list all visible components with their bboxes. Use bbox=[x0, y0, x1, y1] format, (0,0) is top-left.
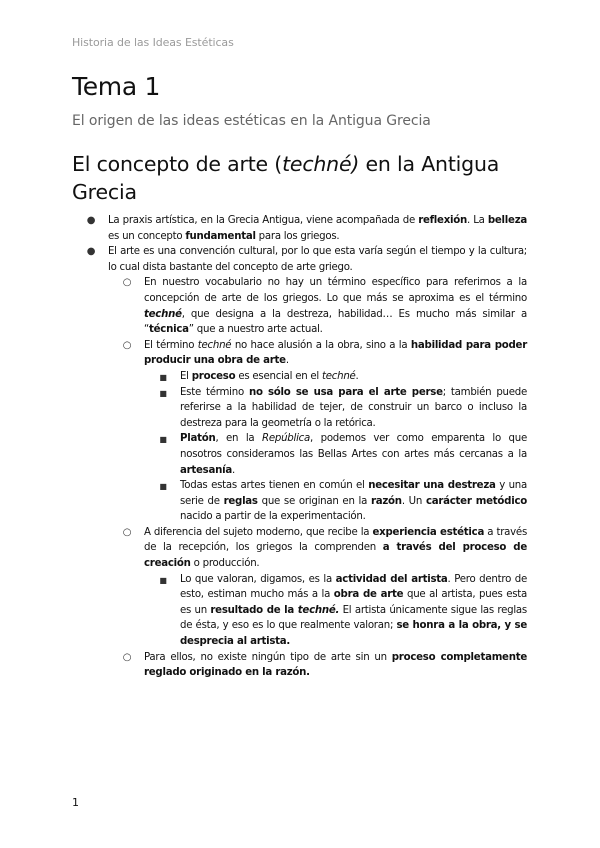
body-text: ; también puede referirse a la habilidad de tejer, de construir un barco o incluso la destreza para la geometría o la retórica. bbox=[180, 386, 527, 429]
body-text: o producción. bbox=[190, 558, 260, 570]
body-text: Lo que valoran, digamos, es la bbox=[180, 573, 336, 585]
bullet-marker: ○ bbox=[122, 277, 132, 289]
body-text: . Pero dentro de esto, estiman mucho más a la bbox=[180, 573, 527, 601]
emphasis-text: fundamental bbox=[185, 230, 256, 242]
emphasis-text: techné. bbox=[297, 604, 340, 616]
bullet-marker: ○ bbox=[122, 651, 132, 663]
bullet-marker: ○ bbox=[122, 526, 132, 538]
list-item bbox=[72, 650, 527, 681]
list-item bbox=[72, 525, 527, 572]
emphasis-text: actividad del artista bbox=[335, 573, 448, 585]
emphasis-text: técnica bbox=[149, 324, 189, 336]
list-item bbox=[72, 213, 527, 244]
body-text: . bbox=[232, 464, 235, 476]
body-text: El arte es una convención cultural, por lo que esta varía según el tiempo y la cultura; lo cual dista bastante del concepto de arte griego. bbox=[108, 246, 527, 273]
emphasis-text: obra de arte bbox=[333, 589, 404, 601]
body-text: a través de la recepción, los griegos la comprenden bbox=[144, 526, 528, 554]
emphasis-text: reglas bbox=[223, 495, 258, 507]
emphasis-text: techné bbox=[144, 308, 182, 320]
body-text: Todas estas artes tienen en común el bbox=[180, 480, 369, 492]
emphasis-text: carácter metódico bbox=[425, 495, 527, 507]
bullet-list bbox=[72, 213, 527, 681]
body-text: La praxis artística, en la Grecia Antigua, viene acompañada de bbox=[108, 215, 419, 226]
body-text: , en la bbox=[215, 433, 263, 445]
section-heading-pre: El concepto de arte ( bbox=[72, 152, 283, 176]
body-text: . Un bbox=[401, 495, 426, 507]
bullet-marker: ■ bbox=[159, 388, 167, 398]
emphasis-text: habilidad para poder producir una obra de arte bbox=[144, 339, 527, 367]
bullet-marker: ■ bbox=[159, 435, 167, 445]
body-text: que al artista, pues esta es un bbox=[180, 589, 528, 616]
body-text: . La bbox=[467, 215, 488, 226]
list-item bbox=[72, 244, 527, 275]
list-item bbox=[72, 572, 527, 650]
body-text: y una serie de bbox=[180, 480, 528, 507]
bullet-marker: ■ bbox=[159, 372, 167, 382]
list-item bbox=[72, 338, 527, 369]
section-heading-post: en la Antigua Grecia bbox=[72, 152, 500, 204]
list-item bbox=[72, 369, 527, 385]
document-title: Tema 1 bbox=[72, 72, 161, 101]
emphasis-text: necesitar una destreza bbox=[368, 480, 496, 492]
body-text: El término bbox=[144, 339, 198, 351]
emphasis-text: belleza bbox=[487, 215, 527, 226]
emphasis-text: experiencia estética bbox=[372, 526, 485, 538]
body-text: . bbox=[355, 370, 359, 382]
running-header: Historia de las Ideas Estéticas bbox=[72, 36, 234, 49]
bullet-marker: ■ bbox=[159, 482, 167, 492]
bullet-marker: ■ bbox=[159, 575, 167, 585]
emphasis-text: resultado de la bbox=[210, 604, 298, 616]
body-text: que se originan en la bbox=[257, 495, 371, 507]
document-body bbox=[72, 213, 527, 681]
body-text: . bbox=[285, 355, 289, 367]
emphasis-text: se honra a la obra, y se desprecia al artista. bbox=[180, 620, 528, 648]
bullet-marker: ● bbox=[86, 215, 96, 226]
body-text: no hace alusión a la obra, sino a la bbox=[231, 339, 411, 351]
body-text: para los griegos. bbox=[255, 230, 340, 242]
italic-text: techné bbox=[322, 370, 356, 382]
body-text: ” que a nuestro arte actual. bbox=[188, 324, 323, 336]
bullet-marker: ○ bbox=[122, 339, 132, 351]
emphasis-text: no sólo se usa para el arte perse bbox=[248, 386, 443, 398]
section-heading bbox=[72, 150, 542, 206]
italic-text: techné bbox=[197, 339, 232, 351]
list-item bbox=[72, 478, 527, 525]
bullet-marker: ● bbox=[86, 246, 96, 258]
list-item bbox=[72, 275, 527, 337]
body-text: es un concepto bbox=[108, 230, 186, 242]
emphasis-text: reflexión bbox=[418, 215, 468, 226]
italic-text: República bbox=[262, 433, 311, 445]
list-item bbox=[72, 385, 527, 432]
emphasis-text: proceso completamente reglado originado en la razón. bbox=[144, 651, 527, 679]
page-number: 1 bbox=[72, 796, 79, 809]
body-text: es esencial en el bbox=[235, 370, 322, 382]
body-text: El artista únicamente sigue las reglas de ésta, y eso es lo que realmente valoran; bbox=[180, 604, 527, 632]
body-text: Este término bbox=[180, 386, 249, 398]
body-text: nacido a partir de la experimentación. bbox=[180, 511, 366, 523]
body-text: , podemos ver como emparenta lo que nosotros consideramos las Bellas Artes con artes más cercanas a la bbox=[180, 433, 527, 460]
body-text: A diferencia del sujeto moderno, que recibe la bbox=[144, 526, 373, 538]
body-text: Para ellos, no existe ningún tipo de arte sin un bbox=[144, 651, 392, 663]
emphasis-text: artesanía bbox=[180, 464, 232, 476]
emphasis-text: razón bbox=[370, 495, 402, 507]
body-text: , que designa a la destreza, habilidad… Es mucho más similar a “ bbox=[144, 308, 527, 336]
list-item bbox=[72, 431, 527, 478]
body-text: El bbox=[180, 370, 192, 382]
emphasis-text: proceso bbox=[191, 370, 236, 382]
emphasis-text: Platón bbox=[180, 433, 216, 445]
emphasis-text: a través del proceso de creación bbox=[144, 542, 527, 570]
document-subtitle: El origen de las ideas estéticas en la Antigua Grecia bbox=[72, 113, 431, 129]
section-heading-em: techné) bbox=[282, 152, 360, 176]
body-text: En nuestro vocabulario no hay un término específico para referirnos a la concepción de arte de los griegos. Lo que más se aproxima es el término bbox=[144, 277, 527, 304]
